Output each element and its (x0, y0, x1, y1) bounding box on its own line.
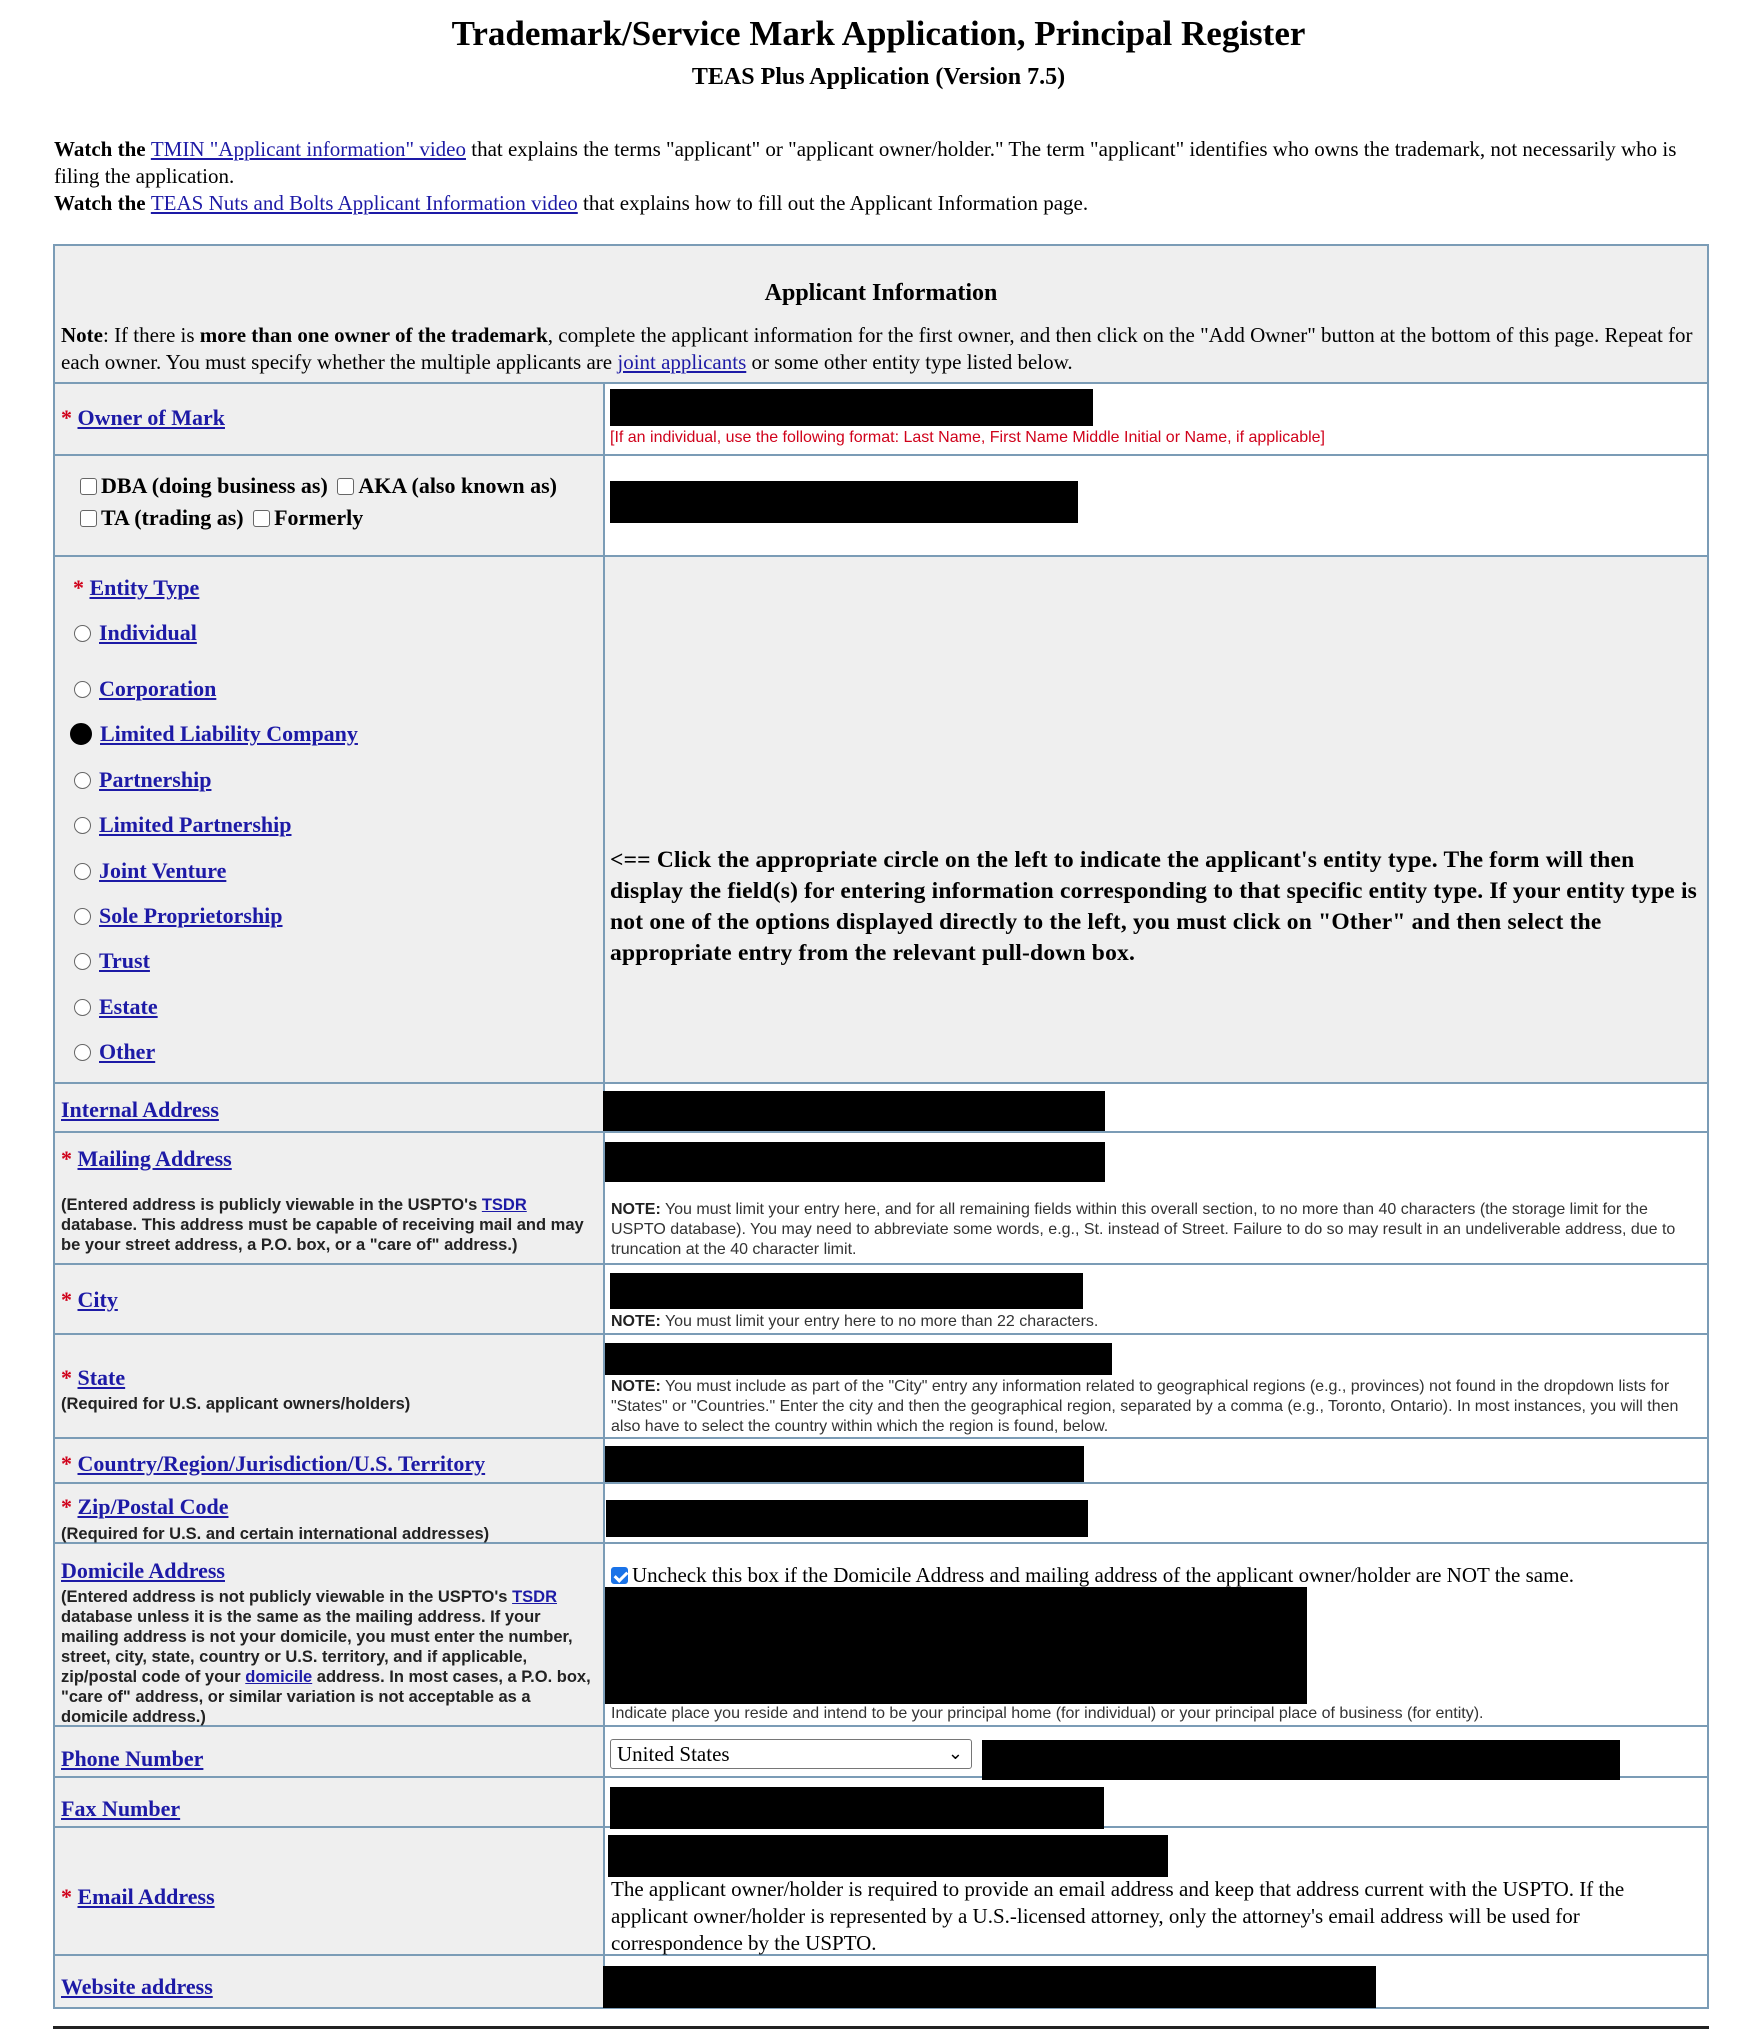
domicile-label (61, 1558, 225, 1584)
intro-line-1: Watch the TMIN "Applicant information" video that explains the terms "applicant" or "applicant owner/holder." The term "applicant" identifies who owns the trademark, not necessarily who is filing the application. (54, 137, 1677, 188)
chevron-down-icon: ⌄ (947, 1743, 963, 1763)
nuts-bolts-video-link[interactable]: TEAS Nuts and Bolts Applicant Information video (150, 191, 578, 215)
domicile-same-checkbox[interactable] (611, 1567, 628, 1584)
entity-option-individual[interactable]: Individual (74, 620, 197, 646)
entity-option-partnership[interactable]: Partnership (74, 767, 211, 793)
radio-icon[interactable] (74, 1044, 91, 1061)
radio-selected-icon[interactable] (70, 723, 92, 745)
entity-type-link[interactable]: Entity Type (89, 575, 200, 600)
mailing-address-note: NOTE: You must limit your entry here, and for all remaining fields within this overall section, to no more than 40 characters (the storage limit for the USPTO database). You may need to abbreviate some words, e.g., St. instead of Street. Failure to do so may result in an undeliverable address, due to truncation at the 40 character limit. (611, 1201, 1676, 1258)
zip-help: (Required for U.S. and certain international addresses) (61, 1525, 490, 1543)
internal-address-input[interactable] (603, 1091, 1105, 1131)
country-label: * Country/Region/Jurisdiction/U.S. Territory (61, 1451, 486, 1476)
country-select[interactable] (605, 1446, 1084, 1482)
email-label: * Email Address (61, 1884, 215, 1909)
alias-row-1: DBA (doing business as) AKA (also known as) (80, 473, 557, 499)
domicile-hint: Indicate place you reside and intend to be your principal home (for individual) or your principal place of business (for entity). (611, 1705, 1484, 1722)
fax-number-link[interactable]: Fax Number (61, 1796, 181, 1821)
internal-address-label (61, 1097, 219, 1123)
domicile-address-input[interactable] (605, 1587, 1307, 1704)
entity-option-joint-venture[interactable]: Joint Venture (74, 858, 226, 884)
website-label (61, 1974, 213, 2000)
zip-input[interactable] (606, 1500, 1088, 1537)
email-address-input[interactable] (608, 1835, 1168, 1877)
mailing-address-help: (Entered address is publicly viewable in the USPTO's TSDR database. This address must be capable of receiving mail and may be your street address, a P.O. box, or a "care of" address.) (61, 1196, 584, 1254)
radio-icon[interactable] (74, 863, 91, 880)
state-select[interactable] (605, 1343, 1112, 1375)
radio-icon[interactable] (74, 772, 91, 789)
state-note: NOTE: You must include as part of the "City" entry any information related to geographical regions (e.g., provinces) not found in the dropdown lists for "States" or "Countries." Enter the city and then the geographical region, separated by a comma (e.g., Toronto, Ontario). In most instances, you will then also have to select the country within which the region is found, below. (611, 1378, 1679, 1435)
tmin-video-link[interactable]: TMIN "Applicant information" video (150, 137, 466, 161)
website-address-input[interactable] (603, 1966, 1376, 2008)
owner-of-mark-label: * Owner of Mark (61, 405, 225, 430)
ta-checkbox[interactable] (80, 510, 97, 527)
alias-row-2: TA (trading as) Formerly (80, 505, 363, 531)
entity-option-sole-proprietorship[interactable]: Sole Proprietorship (74, 903, 283, 929)
internal-address-link[interactable]: Internal Address (61, 1097, 219, 1122)
domicile-help: (Entered address is not publicly viewable in the USPTO's TSDR database unless it is the same as the mailing address. If your mailing address is not your domicile, you must enter the number, street, city, state, country or U.S. territory, and if applicable, zip/postal code of your domicile address. In most cases, a P.O. box, "care of" address, or similar variation is not acceptable as a domicile address.) (61, 1588, 591, 1726)
entity-option-limited-partnership[interactable]: Limited Partnership (74, 812, 292, 838)
phone-number-link[interactable]: Phone Number (61, 1746, 204, 1771)
domicile-address-link[interactable]: Domicile Address (61, 1558, 225, 1583)
bottom-rule (53, 2026, 1709, 2029)
country-link[interactable]: Country/Region/Jurisdiction/U.S. Territory (77, 1451, 486, 1476)
fax-label (61, 1796, 180, 1822)
entity-instruction-bg (605, 557, 1707, 1082)
radio-icon[interactable] (74, 681, 91, 698)
radio-icon[interactable] (74, 953, 91, 970)
entity-option-corporation[interactable]: Corporation (74, 676, 216, 702)
domicile-definition-link[interactable]: domicile (245, 1668, 313, 1686)
tsdr-link[interactable]: TSDR (481, 1196, 527, 1214)
domicile-tsdr-link[interactable]: TSDR (512, 1588, 557, 1606)
owner-of-mark-input[interactable] (610, 389, 1093, 426)
city-note: NOTE: You must limit your entry here to no more than 22 characters. (611, 1313, 1099, 1330)
joint-applicants-link[interactable]: joint applicants (617, 350, 747, 374)
radio-icon[interactable] (74, 817, 91, 834)
city-label: * City (61, 1287, 118, 1312)
state-help: (Required for U.S. applicant owners/holders) (61, 1395, 411, 1413)
domicile-same-checkbox-row: Uncheck this box if the Domicile Address and mailing address of the applicant owner/holder are NOT the same. (611, 1562, 1574, 1589)
entity-instruction: <== Click the appropriate circle on the left to indicate the applicant's entity type. The form will then display the field(s) for entering information corresponding to that specific entity type. If your entity type is not one of the options displayed directly to the left, you must click on "Other" and then select the appropriate entry from the relevant pull-down box. (610, 847, 1698, 966)
city-link[interactable]: City (77, 1287, 118, 1312)
radio-icon[interactable] (74, 999, 91, 1016)
entity-type-label: * Entity Type (73, 575, 200, 600)
state-label: * State (61, 1365, 126, 1390)
section-heading: Applicant Information (764, 280, 998, 306)
zip-label: * Zip/Postal Code (61, 1494, 229, 1519)
phone-country-select[interactable]: United States ⌄ (610, 1739, 972, 1769)
phone-number-input[interactable] (982, 1740, 1620, 1780)
dba-checkbox[interactable] (80, 478, 97, 495)
entity-option-llc[interactable]: Limited Liability Company (70, 721, 358, 747)
radio-icon[interactable] (74, 908, 91, 925)
intro-line-2: Watch the TEAS Nuts and Bolts Applicant Information video that explains how to fill out the Applicant Information page. (54, 191, 1089, 215)
email-note: The applicant owner/holder is required to provide an email address and keep that address current with the USPTO. If the applicant owner/holder is represented by a U.S.-licensed attorney, only the attorney's email address will be used for correspondence by the USPTO. (611, 1877, 1625, 1955)
fax-number-input[interactable] (610, 1787, 1104, 1829)
entity-option-estate[interactable]: Estate (74, 994, 158, 1020)
mailing-address-label: * Mailing Address (61, 1146, 232, 1171)
entity-option-other[interactable]: Other (74, 1039, 155, 1065)
radio-icon[interactable] (74, 625, 91, 642)
section-note: Note: If there is more than one owner of the trademark, complete the applicant information for the first owner, and then click on the "Add Owner" button at the bottom of this page. Repeat for each owner. You must specify whether the multiple applicants are joint applicants or some other entity type listed below. (61, 323, 1693, 374)
phone-label (61, 1746, 203, 1772)
website-address-link[interactable]: Website address (61, 1974, 213, 1999)
state-link[interactable]: State (77, 1365, 126, 1390)
page-subtitle: TEAS Plus Application (Version 7.5) (691, 64, 1066, 90)
aka-checkbox[interactable] (337, 478, 354, 495)
mailing-address-link[interactable]: Mailing Address (77, 1146, 232, 1171)
zip-link[interactable]: Zip/Postal Code (77, 1494, 229, 1519)
entity-option-trust[interactable]: Trust (74, 948, 150, 974)
alias-name-input[interactable] (610, 481, 1078, 523)
mailing-address-input[interactable] (605, 1142, 1105, 1182)
owner-of-mark-link[interactable]: Owner of Mark (77, 405, 225, 430)
formerly-checkbox[interactable] (253, 510, 270, 527)
owner-format-hint: [If an individual, use the following format: Last Name, First Name Middle Initial or Name, if applicable] (610, 429, 1325, 446)
page-title: Trademark/Service Mark Application, Principal Register (451, 14, 1306, 53)
email-address-link[interactable]: Email Address (77, 1884, 215, 1909)
city-input[interactable] (610, 1273, 1083, 1309)
